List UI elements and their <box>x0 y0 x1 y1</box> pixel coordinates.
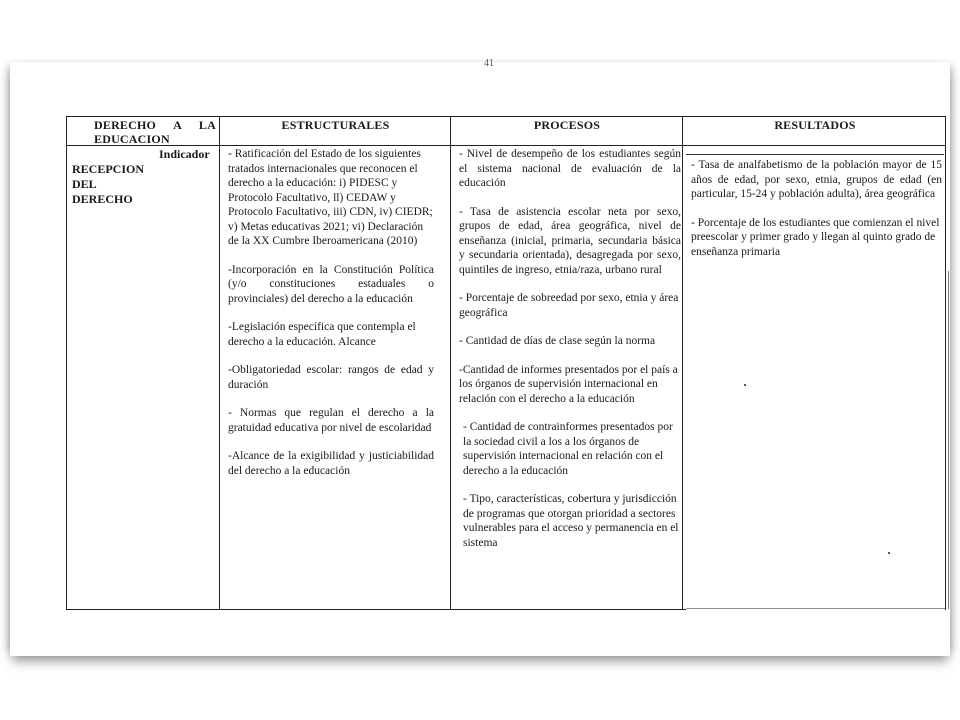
document-page <box>10 58 950 656</box>
procesos-column <box>459 147 681 550</box>
header-cell-derecho <box>94 118 216 146</box>
col-divider-2 <box>450 116 451 610</box>
scan-speck <box>744 384 746 386</box>
table-right-border <box>945 116 946 610</box>
procesos-item-2: - Tasa de asistencia escolar neta por sexo, grupos de edad, área geográfica, nivel de enseñanza (inicial, primaria, secundaria básica y secundaria orientada), desagregada por sexo, quintiles de ingreso, etnia/raza, urbano rural <box>459 205 681 276</box>
procesos-item-6: - Cantidad de contrainformes presentados por la sociedad civil a los a los órganos de supervisión internacional en relación con el derecho a la educación <box>463 421 673 477</box>
procesos-item-1: - Nivel de desempeño de los estudiantes según el sistema nacional de evaluación de la educación <box>459 148 681 189</box>
estructurales-item-4: -Obligatoriedad escolar: rangos de edad y duración <box>228 364 434 391</box>
table-bottom-border-right <box>686 608 946 609</box>
estructurales-item-2: -Incorporación en la Constitución Política (y/o constituciones estaduales o provinciales) del derecho a la educación <box>228 263 434 305</box>
indicator-label: Indicador <box>159 147 210 161</box>
row-label-line-3: DERECHO <box>72 192 133 206</box>
estructurales-column <box>228 147 434 492</box>
estructurales-item-6: -Alcance de la exigibilidad y justiciabilidad del derecho a la educación <box>228 450 434 477</box>
row-label-line-1: RECEPCION <box>72 162 145 176</box>
col-divider-3 <box>682 116 683 610</box>
header-cell-estructurales: ESTRUCTURALES <box>281 118 390 132</box>
resultados-right-scan-edge <box>948 271 949 609</box>
row-label-line-2: DEL <box>72 177 97 191</box>
resultados-item-2: - Porcentaje de los estudiantes que comienzan el nivel preescolar y primer grado y llegan al quinto grado de enseñanza primaria <box>691 216 940 258</box>
header-a-word: A <box>173 118 182 132</box>
table-left-border <box>66 116 67 610</box>
row-label-recepcion-del-derecho <box>72 162 162 207</box>
estructurales-item-1: - Ratificación del Estado de los siguientes tratados internacionales que reconocen el derecho a la educación: i) PIDESC y Protocolo Facultativo, ll) CEDAW y Protocolo Facultativo, iii) CDN, iv) CIEDR; v) Metas educativas 2021; vi) Declaración de la XX Cumbre Iberoamericana (2010) <box>228 148 433 247</box>
table-bottom-border <box>66 609 686 610</box>
estructurales-item-5: - Normas que regulan el derecho a la gratuidad educativa por nivel de escolaridad <box>228 407 434 434</box>
resultados-item-1: - Tasa de analfabetismo de la población mayor de 15 años de edad, por sexo, etnia, grupos de edad (en particular, 15-24 y población adulta), área geográfica <box>691 159 942 200</box>
procesos-item-4: - Cantidad de días de clase según la norma <box>459 335 656 347</box>
header-cell-procesos: PROCESOS <box>533 118 601 132</box>
header-derecho-word: DERECHO <box>94 118 157 132</box>
header-la-word: LA <box>198 118 216 132</box>
col-divider-1 <box>219 116 220 610</box>
estructurales-item-3: -Legislación específica que contempla el derecho a la educación. Alcance <box>228 321 416 348</box>
resultados-column <box>686 154 944 274</box>
header-cell-resultados: RESULTADOS <box>774 118 856 132</box>
scan-speck <box>888 552 890 554</box>
rights-indicator-table <box>66 116 946 609</box>
procesos-item-7: - Tipo, características, cobertura y jurisdicción de programas que otorgan prioridad a sectores vulnerables para el acceso y permanencia en el sistema <box>463 493 679 549</box>
procesos-item-3: - Porcentaje de sobreedad por sexo, etnia y área geográfica <box>459 292 679 319</box>
header-educacion: EDUCACION <box>94 132 170 146</box>
procesos-item-5: -Cantidad de informes presentados por el país a los órganos de supervisión internacional en relación con el derecho a la educación <box>459 363 678 405</box>
page-number: 41 <box>484 58 494 69</box>
table-top-border <box>66 116 946 117</box>
